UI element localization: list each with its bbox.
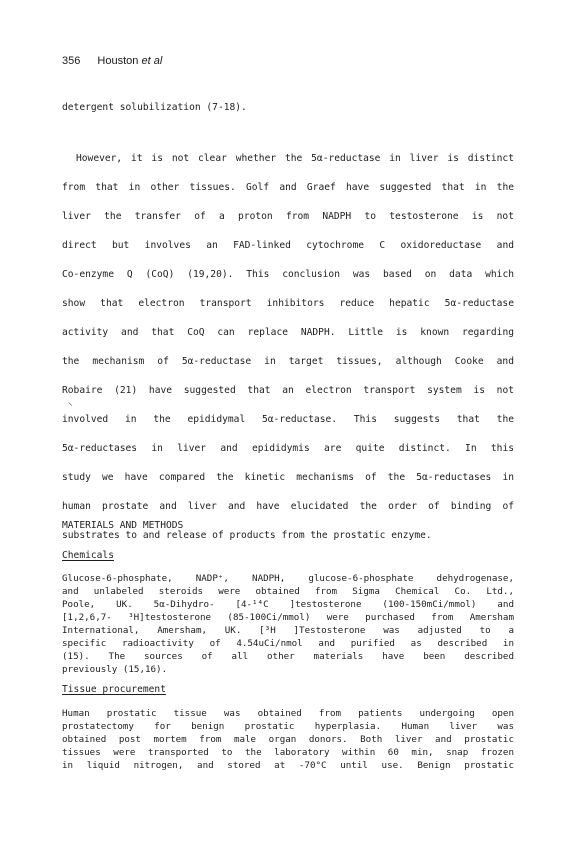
text-line: from that in other tissues. Golf and Graef have suggested that in the [62,182,514,193]
text-line: detergent solubilization (7-18). [62,102,247,113]
text-line: involved in the epididymal 5α-reductase. This suggests that the [62,414,514,425]
text-line: specific radioactivity of 4.54uCi/nmol and purified as described in [62,638,514,649]
text-line: in liquid nitrogen, and stored at -70°C until use. Benign prostatic [62,760,514,771]
text-line: Glucose-6-phosphate, NADP⁺, NADPH, glucose-6-phosphate dehydrogenase, [62,573,514,584]
text-line: liver the transfer of a proton from NADPH to testosterone is not [62,211,514,222]
text-line: and unlabeled steroids were obtained from Sigma Chemical Co. Ltd., [62,586,514,597]
chemicals-paragraph [62,572,514,676]
text-line: tissues were transported to the laboratory within 60 min, snap frozen [62,747,514,758]
text-line: previously (15,16). [62,664,168,675]
section-heading: MATERIALS AND METHODS [62,520,184,531]
text-line: obtained post mortem from male organ donors. Both liver and prostatic [62,734,514,745]
text-line: prostatectomy for benign prostatic hyperplasia. Human liver was [62,721,514,732]
text-line: show that electron transport inhibitors reduce hepatic 5α-reductase [62,298,514,309]
text-line: study we have compared the kinetic mechanisms of the 5α-reductases in [62,472,514,483]
running-head [62,55,162,67]
subsection-heading-chemicals: Chemicals [62,550,114,561]
text-line: the mechanism of 5α-reductase in target tissues, although Cooke and [62,356,514,367]
text-line: activity and that CoQ can replace NADPH. Little is known regarding [62,327,514,338]
text-line: 5α-reductases in liver and epididymis are quite distinct. In this [62,443,514,454]
text-line: International, Amersham, UK. [³H ]Testosterone was adjusted to a [62,625,514,636]
text-line: Co-enzyme Q (CoQ) (19,20). This conclusion was based on data which [62,269,514,280]
text-line: direct but involves an FAD-linked cytochrome C oxidoreductase and [62,240,514,251]
text-line: human prostate and liver and have elucidated the order of binding of [62,501,514,512]
text-line: [1,2,6,7- ³H]testosterone (85-100Ci/mmol) were purchased from Amersham [62,612,514,623]
page-number: 356 [62,55,81,67]
text-line: However, it is not clear whether the 5α-reductase in liver is distinct [76,153,514,164]
et-al: et al [141,55,163,67]
text-line: Robaire (21) have suggested that an electron transport system is not [62,385,514,396]
paragraph-continuation [62,93,514,122]
tissue-paragraph [62,707,514,772]
paragraph-introduction: However, it is not clear whether the 5α-reductase in liver is distinct from that in other tissues. Golf and Graef have suggested that in the liver the transfer of a proton from NADPH to testosterone is not direct but involves an FAD-linked cytochrome C oxidoreductase and Co-enzyme Q (CoQ) (19,20). This conclusion was based on data which show that electron transport inhibitors reduce hepatic 5α-reductase activity and that CoQ can replace NADPH. Little is known regarding the mechanism of 5α-reductase in target tissues, although Cooke and Robaire (21) have suggested that an electron transport system is not ⸜ involved in the epididymal 5α-reductase. This suggests that the 5α-reductases in liver and epididymis are quite distinct. In this study we have compared the kinetic mechanisms of the 5α-reductases in human prostate and liver and have elucidated the order of binding of substrates to and release of products from the prostatic enzyme. [62,144,514,550]
text-line: Human prostatic tissue was obtained from patients undergoing open [62,708,514,719]
text-line: (15). The sources of all other materials have been described [62,651,514,662]
author-name: Houston [97,55,139,67]
subsection-heading-tissue: Tissue procurement [62,684,166,695]
text-line: substrates to and release of products from the prostatic enzyme. [62,530,432,541]
text-line: Poole, UK. 5α-Dihydro- [4-¹⁴C ]testosterone (100-150mCi/mmol) and [62,599,514,610]
